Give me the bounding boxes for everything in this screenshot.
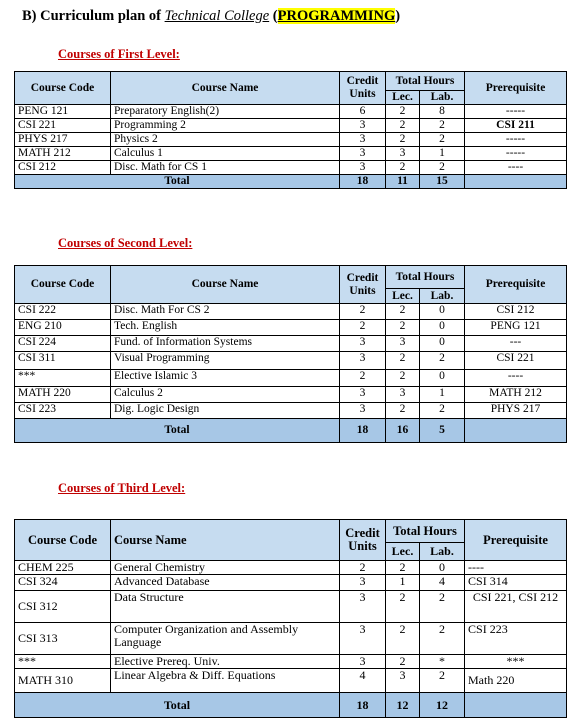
course-code: CSI 223 bbox=[15, 403, 111, 419]
lec-hours: 2 bbox=[386, 655, 420, 669]
lec-hours: 2 bbox=[386, 370, 420, 387]
lab-hours: 2 bbox=[420, 403, 465, 419]
lab-hours: 0 bbox=[420, 370, 465, 387]
title-close: ) bbox=[395, 8, 401, 24]
total-prereq-empty bbox=[465, 693, 567, 718]
course-code: CSI 222 bbox=[15, 304, 111, 320]
table-row bbox=[15, 336, 567, 352]
table-row bbox=[15, 387, 567, 403]
credit-units: 2 bbox=[340, 304, 386, 320]
credit-units: 3 bbox=[340, 591, 386, 623]
credit-units: 3 bbox=[340, 575, 386, 591]
section-heading-third-level: Courses of Third Level: bbox=[58, 481, 186, 495]
course-code: ENG 210 bbox=[15, 320, 111, 336]
prerequisite: ---- bbox=[465, 370, 567, 387]
credit-units: 3 bbox=[340, 119, 386, 133]
lab-hours: 1 bbox=[420, 147, 465, 161]
table-row bbox=[15, 147, 567, 161]
second-level-table bbox=[14, 265, 567, 443]
table-row bbox=[15, 352, 567, 370]
course-code: CSI 324 bbox=[15, 575, 111, 591]
lec-hours: 2 bbox=[386, 320, 420, 336]
prerequisite: ----- bbox=[465, 105, 567, 119]
course-name: Disc. Math for CS 1 bbox=[111, 161, 340, 175]
col-total-hours: Total Hours bbox=[386, 72, 465, 91]
course-code: *** bbox=[15, 370, 111, 387]
lec-hours: 3 bbox=[386, 147, 420, 161]
col-prerequisite: Prerequisite bbox=[465, 520, 567, 561]
prerequisite: Math 220 bbox=[465, 669, 567, 693]
lec-hours: 2 bbox=[386, 591, 420, 623]
credit-units: 3 bbox=[340, 623, 386, 655]
total-credit: 18 bbox=[340, 419, 386, 443]
total-lec: 12 bbox=[386, 693, 420, 718]
title-program: PROGRAMMING bbox=[277, 8, 396, 24]
table-row bbox=[15, 623, 567, 655]
lab-hours: * bbox=[420, 655, 465, 669]
total-lec: 11 bbox=[386, 175, 420, 189]
course-name: Computer Organization and Assembly Language bbox=[111, 623, 340, 655]
lab-hours: 2 bbox=[420, 119, 465, 133]
lab-hours: 2 bbox=[420, 161, 465, 175]
course-code: CSI 311 bbox=[15, 352, 111, 370]
col-course-name: Course Name bbox=[111, 520, 340, 561]
col-course-name: Course Name bbox=[111, 266, 340, 304]
lec-hours: 2 bbox=[386, 105, 420, 119]
prerequisite: PHYS 217 bbox=[465, 403, 567, 419]
col-lab: Lab. bbox=[420, 289, 465, 304]
course-name: Advanced Database bbox=[111, 575, 340, 591]
credit-units: 3 bbox=[340, 133, 386, 147]
total-lab: 12 bbox=[420, 693, 465, 718]
lab-hours: 0 bbox=[420, 561, 465, 575]
course-name: Fund. of Information Systems bbox=[111, 336, 340, 352]
course-code: CSI 212 bbox=[15, 161, 111, 175]
lab-hours: 4 bbox=[420, 575, 465, 591]
first-level-table bbox=[14, 71, 567, 189]
prerequisite: CSI 314 bbox=[465, 575, 567, 591]
prerequisite: ----- bbox=[465, 147, 567, 161]
lab-hours: 2 bbox=[420, 591, 465, 623]
course-name: General Chemistry bbox=[111, 561, 340, 575]
credit-units: 3 bbox=[340, 336, 386, 352]
credit-units: 2 bbox=[340, 561, 386, 575]
prerequisite: MATH 212 bbox=[465, 387, 567, 403]
course-name: Preparatory English(2) bbox=[111, 105, 340, 119]
prerequisite: CSI 221 bbox=[465, 352, 567, 370]
lec-hours: 2 bbox=[386, 304, 420, 320]
course-name: Dig. Logic Design bbox=[111, 403, 340, 419]
col-total-hours: Total Hours bbox=[386, 266, 465, 289]
col-course-name: Course Name bbox=[111, 72, 340, 105]
lec-hours: 2 bbox=[386, 403, 420, 419]
title-college: Technical College bbox=[164, 8, 270, 24]
col-course-code: Course Code bbox=[15, 266, 111, 304]
third-level-table bbox=[14, 519, 567, 718]
credit-units: 3 bbox=[340, 147, 386, 161]
table-row bbox=[15, 320, 567, 336]
title-prefix: B) Curriculum plan of bbox=[22, 8, 165, 24]
page-title bbox=[22, 8, 400, 25]
lab-hours: 2 bbox=[420, 352, 465, 370]
credit-units: 2 bbox=[340, 370, 386, 387]
total-row bbox=[15, 175, 567, 189]
total-row bbox=[15, 693, 567, 718]
course-code: MATH 310 bbox=[15, 669, 111, 693]
table-row bbox=[15, 561, 567, 575]
total-row bbox=[15, 419, 567, 443]
credit-units: 2 bbox=[340, 320, 386, 336]
col-prerequisite: Prerequisite bbox=[465, 266, 567, 304]
course-name: Elective Islamic 3 bbox=[111, 370, 340, 387]
col-lab: Lab. bbox=[420, 91, 465, 105]
prerequisite: CSI 221, CSI 212 bbox=[465, 591, 567, 623]
prerequisite: ----- bbox=[465, 133, 567, 147]
course-name: Visual Programming bbox=[111, 352, 340, 370]
section-heading-second-level: Courses of Second Level: bbox=[58, 236, 193, 250]
course-name: Physics 2 bbox=[111, 133, 340, 147]
total-lab: 5 bbox=[420, 419, 465, 443]
lec-hours: 2 bbox=[386, 561, 420, 575]
credit-units: 4 bbox=[340, 669, 386, 693]
table-row bbox=[15, 119, 567, 133]
col-credit-units: Credit Units bbox=[340, 72, 386, 105]
course-name: Data Structure bbox=[111, 591, 340, 623]
total-lec: 16 bbox=[386, 419, 420, 443]
prerequisite: CSI 211 bbox=[465, 119, 567, 133]
credit-units: 3 bbox=[340, 161, 386, 175]
course-name: Tech. English bbox=[111, 320, 340, 336]
credit-units: 6 bbox=[340, 105, 386, 119]
prerequisite: PENG 121 bbox=[465, 320, 567, 336]
lec-hours: 2 bbox=[386, 623, 420, 655]
course-code: CSI 313 bbox=[15, 623, 111, 655]
course-code: MATH 220 bbox=[15, 387, 111, 403]
lab-hours: 2 bbox=[420, 669, 465, 693]
lec-hours: 3 bbox=[386, 669, 420, 693]
lec-hours: 1 bbox=[386, 575, 420, 591]
lec-hours: 2 bbox=[386, 133, 420, 147]
total-prereq-empty bbox=[465, 175, 567, 189]
lab-hours: 0 bbox=[420, 336, 465, 352]
credit-units: 3 bbox=[340, 403, 386, 419]
total-credit: 18 bbox=[340, 693, 386, 718]
lab-hours: 8 bbox=[420, 105, 465, 119]
total-prereq-empty bbox=[465, 419, 567, 443]
credit-units: 3 bbox=[340, 655, 386, 669]
table-row bbox=[15, 105, 567, 119]
credit-units: 3 bbox=[340, 387, 386, 403]
col-lab: Lab. bbox=[420, 543, 465, 561]
table-row bbox=[15, 655, 567, 669]
table-row bbox=[15, 403, 567, 419]
credit-units: 3 bbox=[340, 352, 386, 370]
course-code: CSI 224 bbox=[15, 336, 111, 352]
total-credit: 18 bbox=[340, 175, 386, 189]
total-lab: 15 bbox=[420, 175, 465, 189]
lab-hours: 2 bbox=[420, 623, 465, 655]
course-code: PHYS 217 bbox=[15, 133, 111, 147]
table-row bbox=[15, 370, 567, 387]
prerequisite: *** bbox=[465, 655, 567, 669]
prerequisite: CSI 223 bbox=[465, 623, 567, 655]
course-code: *** bbox=[15, 655, 111, 669]
course-name: Disc. Math For CS 2 bbox=[111, 304, 340, 320]
col-course-code: Course Code bbox=[15, 520, 111, 561]
col-lec: Lec. bbox=[386, 289, 420, 304]
course-name: Elective Prereq. Univ. bbox=[111, 655, 340, 669]
lec-hours: 2 bbox=[386, 161, 420, 175]
lab-hours: 0 bbox=[420, 304, 465, 320]
table-row bbox=[15, 575, 567, 591]
lec-hours: 2 bbox=[386, 352, 420, 370]
total-label: Total bbox=[15, 175, 340, 189]
col-course-code: Course Code bbox=[15, 72, 111, 105]
col-total-hours: Total Hours bbox=[386, 520, 465, 543]
table-row bbox=[15, 161, 567, 175]
course-name: Programming 2 bbox=[111, 119, 340, 133]
course-name: Calculus 1 bbox=[111, 147, 340, 161]
prerequisite: CSI 212 bbox=[465, 304, 567, 320]
lec-hours: 3 bbox=[386, 387, 420, 403]
table-row bbox=[15, 591, 567, 623]
table-row bbox=[15, 669, 567, 693]
col-lec: Lec. bbox=[386, 543, 420, 561]
prerequisite: ---- bbox=[465, 561, 567, 575]
prerequisite: --- bbox=[465, 336, 567, 352]
total-label: Total bbox=[15, 419, 340, 443]
total-label: Total bbox=[15, 693, 340, 718]
course-code: MATH 212 bbox=[15, 147, 111, 161]
col-credit-units: Credit Units bbox=[340, 266, 386, 304]
col-lec: Lec. bbox=[386, 91, 420, 105]
course-code: CSI 312 bbox=[15, 591, 111, 623]
lab-hours: 2 bbox=[420, 133, 465, 147]
course-code: PENG 121 bbox=[15, 105, 111, 119]
lab-hours: 0 bbox=[420, 320, 465, 336]
table-row bbox=[15, 133, 567, 147]
lec-hours: 3 bbox=[386, 336, 420, 352]
course-name: Linear Algebra & Diff. Equations bbox=[111, 669, 340, 693]
lab-hours: 1 bbox=[420, 387, 465, 403]
course-code: CHEM 225 bbox=[15, 561, 111, 575]
course-name: Calculus 2 bbox=[111, 387, 340, 403]
col-credit-units: Credit Units bbox=[340, 520, 386, 561]
lec-hours: 2 bbox=[386, 119, 420, 133]
table-row bbox=[15, 304, 567, 320]
prerequisite: ---- bbox=[465, 161, 567, 175]
section-heading-first-level: Courses of First Level: bbox=[58, 47, 180, 61]
course-code: CSI 221 bbox=[15, 119, 111, 133]
col-prerequisite: Prerequisite bbox=[465, 72, 567, 105]
title-open: ( bbox=[269, 8, 278, 24]
